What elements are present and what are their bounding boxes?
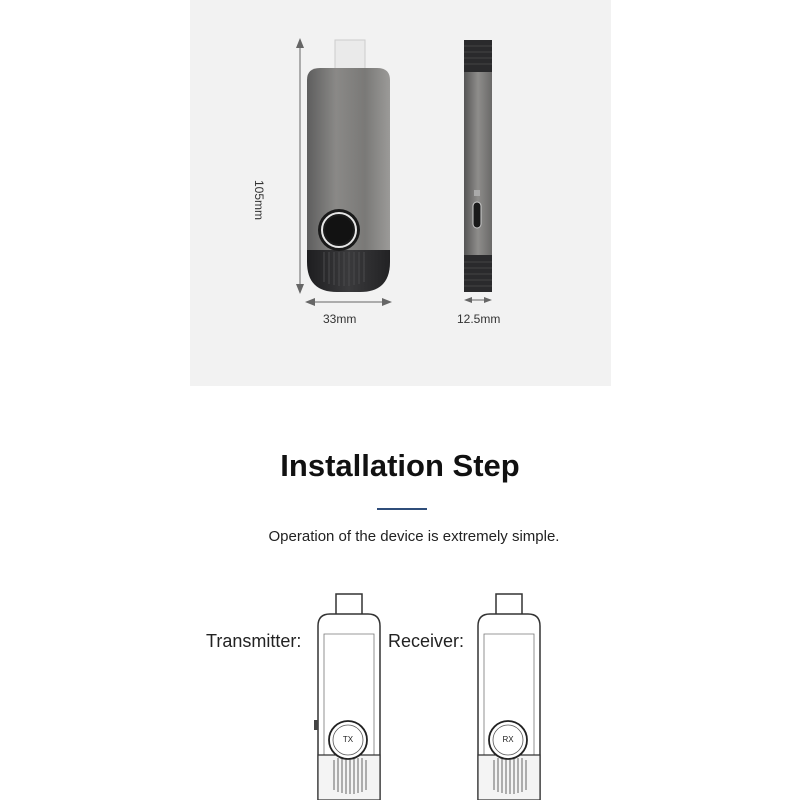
height-label: 105mm (252, 180, 266, 221)
tx-badge: TX (342, 735, 354, 744)
transmitter-label: Transmitter: (206, 631, 302, 651)
transmitter-device-illustration (300, 590, 400, 800)
section-subtitle: Operation of the device is extremely simple. (268, 528, 560, 545)
receiver-label: Receiver: (388, 631, 465, 651)
section-title: Installation Step (280, 448, 520, 483)
height-dimension-line (296, 38, 304, 294)
title-underline (377, 508, 427, 510)
width-dimension-line (305, 298, 392, 306)
receiver-device-illustration (460, 590, 560, 800)
thickness-dimension-line (464, 297, 492, 303)
thickness-label: 12.5mm (457, 312, 501, 326)
rx-badge: RX (502, 735, 514, 744)
device-front-view (307, 68, 390, 292)
width-label: 33mm (323, 312, 357, 326)
product-dimension-panel (190, 0, 611, 386)
hdmi-plug (335, 40, 365, 70)
device-side-view (464, 40, 492, 292)
